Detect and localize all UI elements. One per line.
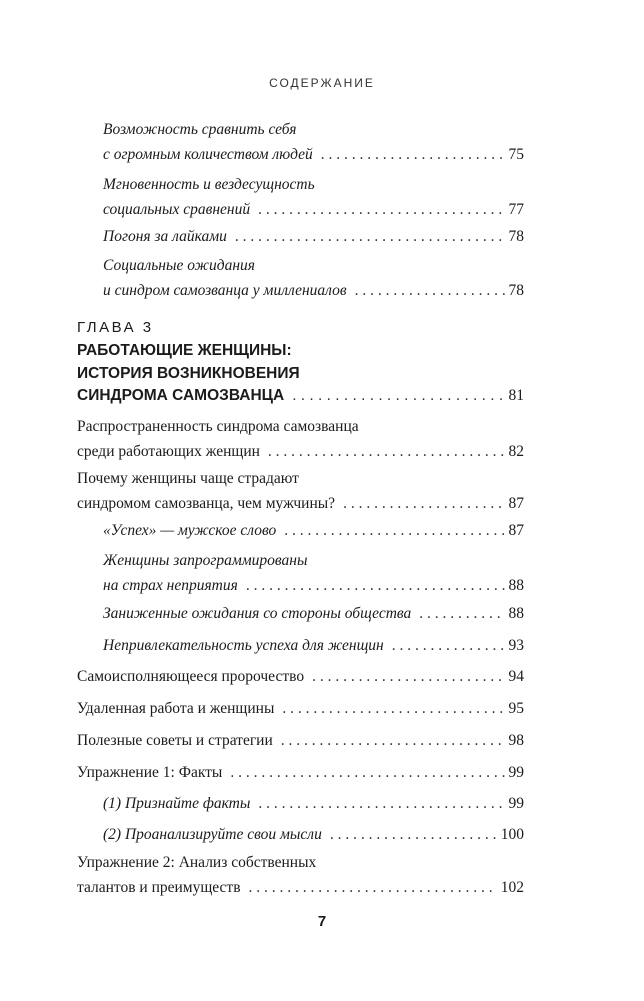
toc-page-number: 99: [508, 764, 524, 781]
toc-entry-text: Упражнение 1: Факты: [77, 764, 223, 781]
dot-leader: [330, 822, 497, 847]
toc-entry: [103, 633, 524, 658]
toc-entry: [103, 253, 524, 303]
running-header: СОДЕРЖАНИЕ: [269, 76, 375, 90]
toc-page-number: 88: [508, 605, 524, 622]
toc-entry: [77, 728, 524, 753]
toc-page-number: 94: [508, 668, 524, 685]
toc-page-number: 87: [508, 522, 524, 539]
toc-page-number: 102: [500, 879, 524, 896]
toc-entry: [103, 548, 524, 598]
toc-entry-text: (1) Признайте факты: [103, 795, 251, 812]
toc-entry: [77, 760, 524, 785]
toc-page-number: 99: [508, 795, 524, 812]
toc-entry: [77, 466, 524, 516]
toc-page-number: 100: [500, 826, 524, 843]
chapter-title-line: ИСТОРИЯ ВОЗНИКНОВЕНИЯ: [77, 364, 300, 382]
toc-entry: [77, 414, 524, 464]
dot-leader: [312, 664, 504, 689]
toc-entry-text: талантов и преимуществ: [77, 879, 241, 896]
toc-entry-text: среди работающих женщин: [77, 443, 260, 460]
dot-leader: [321, 142, 505, 167]
dot-leader: [343, 491, 504, 516]
toc-page-number: 88: [508, 577, 524, 594]
chapter-title-line: СИНДРОМА САМОЗВАНЦА: [77, 387, 285, 404]
dot-leader: [392, 633, 505, 658]
toc-entry-text: Женщины запрограммированы: [103, 552, 308, 569]
toc-entry-text: Возможность сравнить себя: [103, 121, 297, 138]
chapter-title-line: РАБОТАЮЩИЕ ЖЕНЩИНЫ:: [77, 342, 292, 359]
toc-entry: [103, 601, 524, 626]
chapter-label: ГЛАВА 3: [77, 319, 154, 336]
toc-entry-text: Почему женщины чаще страдают: [77, 470, 299, 487]
toc-entry: [77, 664, 524, 689]
toc-page-number: 78: [508, 228, 524, 245]
toc-entry-text: на страх неприятия: [103, 577, 238, 594]
toc-entry-text: Заниженные ожидания со стороны общества: [103, 605, 412, 622]
toc-entry-text: Самоисполняющееся пророчество: [77, 668, 305, 685]
dot-leader: [246, 573, 505, 598]
toc-page-number: 78: [508, 282, 524, 299]
toc-page-number: 98: [508, 732, 524, 749]
toc-entry: [103, 518, 524, 543]
toc-entry: [103, 172, 524, 222]
toc-entry: [103, 791, 524, 816]
dot-leader: [268, 439, 505, 464]
toc-page-number: 95: [508, 700, 524, 717]
dot-leader: [292, 385, 504, 408]
toc-entry: [103, 117, 524, 167]
toc-entry-text: с огромным количеством людей: [103, 146, 313, 163]
toc-entry: [103, 224, 524, 249]
toc-entry-text: и синдром самозванца у миллениалов: [103, 282, 347, 299]
toc-page-number: 82: [508, 443, 524, 460]
dot-leader: [258, 791, 504, 816]
chapter-title: [77, 340, 524, 408]
dot-leader: [355, 278, 505, 303]
toc-entry: [103, 822, 524, 847]
dot-leader: [419, 601, 504, 626]
toc-page-number: 93: [508, 637, 524, 654]
toc-entry-text: (2) Проанализируйте свои мысли: [103, 826, 322, 843]
toc-page-number: 87: [508, 495, 524, 512]
dot-leader: [284, 518, 504, 543]
toc-entry-text: Упражнение 2: Анализ собственных: [77, 854, 317, 871]
dot-leader: [282, 696, 504, 721]
toc-entry-text: социальных сравнений: [103, 201, 251, 218]
toc-entry: [77, 850, 524, 900]
toc-entry-text: Погоня за лайками: [103, 228, 227, 245]
toc-entry-text: Непривлекательность успеха для женщин: [103, 637, 384, 654]
dot-leader: [230, 760, 504, 785]
toc-entry-text: Удаленная работа и женщины: [77, 700, 275, 717]
toc-entry-text: Социальные ожидания: [103, 257, 255, 274]
dot-leader: [258, 197, 504, 222]
page-number: 7: [317, 913, 327, 930]
dot-leader: [235, 224, 505, 249]
dot-leader: [281, 728, 505, 753]
toc-entry: [77, 696, 524, 721]
toc-page-number: 75: [508, 146, 524, 163]
toc-page-number: 77: [508, 201, 524, 218]
toc-entry-text: «Успех» — мужское слово: [103, 522, 277, 539]
toc-entry-text: Распространенность синдрома самозванца: [77, 418, 359, 435]
toc-entry-text: Мгновенность и вездесущность: [103, 176, 315, 193]
toc-entry-text: синдромом самозванца, чем мужчины?: [77, 495, 336, 512]
dot-leader: [249, 875, 497, 900]
toc-entry-text: Полезные советы и стратегии: [77, 732, 273, 749]
toc-page-number: 81: [508, 387, 524, 404]
